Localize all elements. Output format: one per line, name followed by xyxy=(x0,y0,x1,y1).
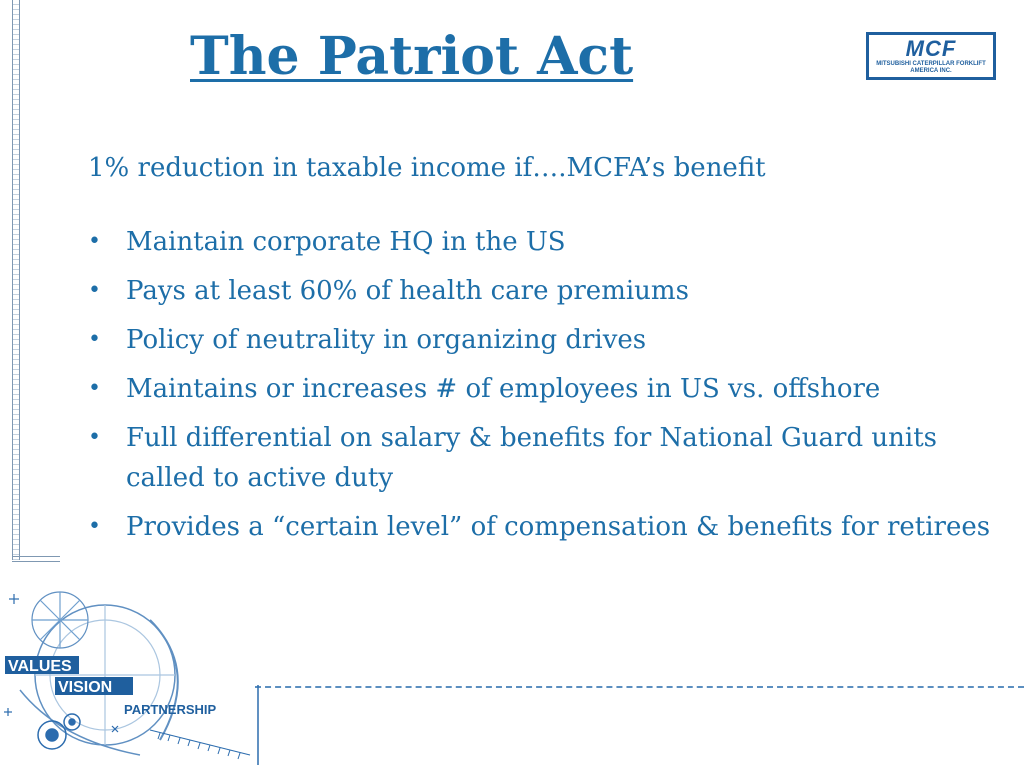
bullet-icon: • xyxy=(88,376,101,401)
bullet-text: Full differential on salary & benefits for National Guard units called to active duty xyxy=(126,423,937,493)
bullet-item xyxy=(88,271,993,311)
ruler-frame-corner xyxy=(12,556,60,562)
values-word: VALUES xyxy=(8,658,72,675)
bullet-text: Provides a “certain level” of compensation & benefits for retirees xyxy=(126,512,991,542)
company-logo xyxy=(866,32,996,80)
bullet-list xyxy=(88,222,993,556)
bullet-icon: • xyxy=(88,278,101,303)
gear-icon xyxy=(38,714,80,749)
slide-title: The Patriot Act xyxy=(190,26,634,87)
bullet-icon: • xyxy=(88,425,101,450)
bullet-text: Maintains or increases # of employees in US vs. offshore xyxy=(126,374,881,404)
logo-mark: MCF xyxy=(905,36,957,61)
bullet-item xyxy=(88,507,993,547)
vision-word: VISION xyxy=(58,679,113,696)
bullet-icon: • xyxy=(88,327,101,352)
bullet-icon: • xyxy=(88,514,101,539)
values-vision-partnership-graphic xyxy=(0,580,270,768)
bullet-item xyxy=(88,418,993,498)
partnership-word: PARTNERSHIP xyxy=(124,702,217,717)
bullet-text: Policy of neutrality in organizing drives xyxy=(126,325,647,355)
bullet-text: Pays at least 60% of health care premiums xyxy=(126,276,689,306)
ruler-ticks-icon xyxy=(150,685,258,765)
bullet-item xyxy=(88,320,993,360)
ruler-frame xyxy=(12,0,20,560)
bullet-text: Maintain corporate HQ in the US xyxy=(126,227,566,257)
bullet-item xyxy=(88,369,993,409)
bullet-icon: • xyxy=(88,229,101,254)
logo-subtitle: MITSUBISHI CATERPILLAR FORKLIFT AMERICA INC. xyxy=(876,61,986,74)
bullet-item xyxy=(88,222,993,262)
dashed-divider xyxy=(255,686,1024,688)
intro-text: 1% reduction in taxable income if….MCFA’s benefit xyxy=(88,153,766,183)
